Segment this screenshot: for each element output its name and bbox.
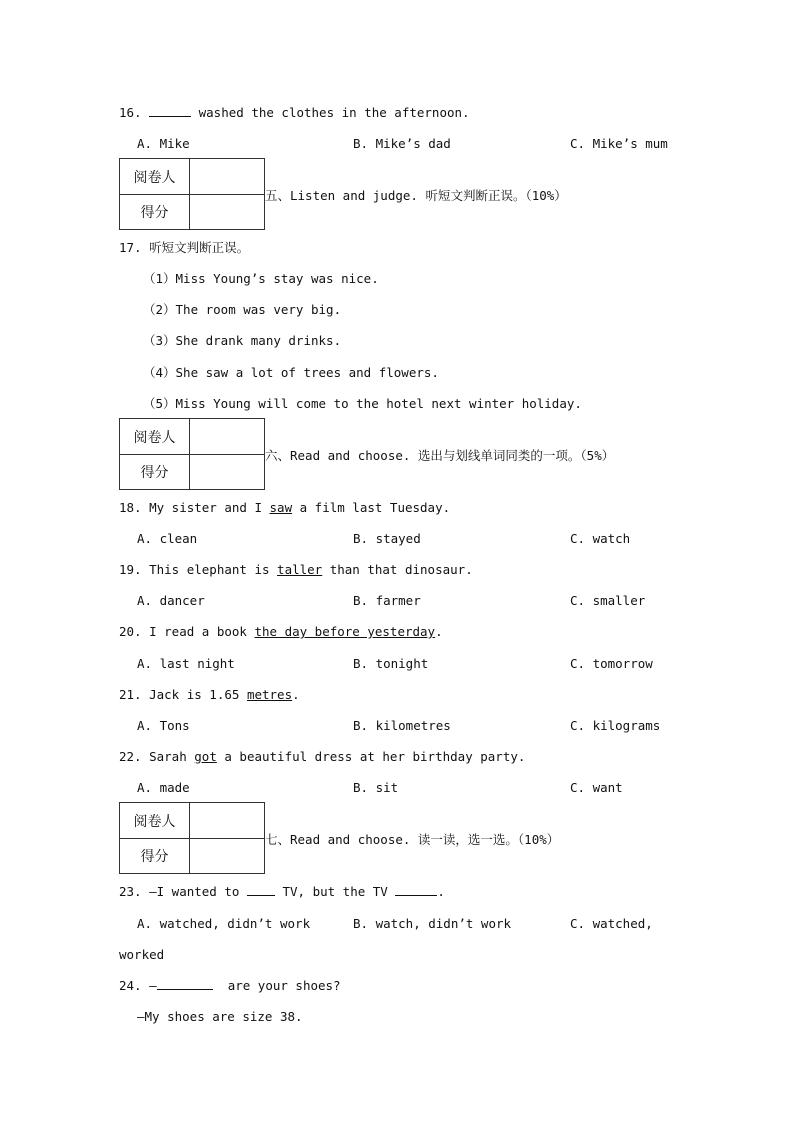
score-label: 得分 [120,194,190,229]
question-number: 16. [119,105,150,120]
option-c: C. watched, [570,916,653,931]
judge-item: （3）She drank many drinks. [143,333,342,348]
judge-item: （2）The room was very big. [143,302,342,317]
option-a: A. last night [137,656,235,671]
score-field [190,194,264,229]
reviewer-label: 阅卷人 [120,419,190,454]
option-a: A. clean [137,531,198,546]
question-21: 21. Jack is 1.65 metres. [119,687,300,702]
option-c: C. Mike’s mum [570,136,668,151]
score-field [190,454,264,489]
underlined-phrase: the day before yesterday [254,624,436,639]
option-a: A. Mike [137,136,190,151]
section-title-5: 五、Listen and judge. 听短文判断正误。（10%） [265,188,567,203]
reviewer-field [190,419,264,454]
option-c-continued: worked [119,947,165,962]
section-title-6: 六、Read and choose. 选出与划线单词同类的一项。（5%） [265,448,615,463]
option-c: C. want [570,780,623,795]
reviewer-label: 阅卷人 [120,159,190,194]
option-c: C. tomorrow [570,656,653,671]
answer-blank [247,884,275,896]
judge-item: （5）Miss Young will come to the hotel next winter holiday. [143,396,582,411]
score-label: 得分 [120,454,190,489]
question-24: 24. — are your shoes? [119,978,341,993]
option-a: A. made [137,780,190,795]
score-box [119,418,265,490]
option-b: B. watch, didn’t work [353,916,512,931]
underlined-word: metres [246,687,293,702]
option-a: A. dancer [137,593,205,608]
question-22: 22. Sarah got a beautiful dress at her birthday party. [119,749,526,764]
question-17: 17. 听短文判断正误。 [119,240,250,255]
reviewer-label: 阅卷人 [120,803,190,838]
reviewer-field [190,159,264,194]
option-a: A. Tons [137,718,190,733]
question-20: 20. I read a book the day before yesterday. [119,624,443,639]
score-box [119,158,265,230]
option-b: B. kilometres [353,718,451,733]
option-b: B. Mike’s dad [353,136,451,151]
question-18: 18. My sister and I saw a film last Tuesday. [119,500,451,515]
judge-item: （1）Miss Young’s stay was nice. [143,271,379,286]
question-19: 19. This elephant is taller than that dinosaur. [119,562,473,577]
option-a: A. watched, didn’t work [137,916,311,931]
question-text: washed the clothes in the afternoon. [191,105,470,120]
option-c: C. smaller [570,593,646,608]
underlined-word: taller [277,562,323,577]
score-box [119,802,265,874]
underlined-word: saw [269,500,293,515]
answer-blank [157,978,213,990]
score-label: 得分 [120,838,190,873]
option-c: C. kilograms [570,718,661,733]
judge-item: （4）She saw a lot of trees and flowers. [143,365,439,380]
answer-blank [149,105,191,117]
option-b: B. stayed [353,531,421,546]
score-field [190,838,264,873]
answer-line: —My shoes are size 38. [137,1009,303,1024]
option-b: B. tonight [353,656,429,671]
option-b: B. farmer [353,593,421,608]
underlined-word: got [194,749,217,764]
reviewer-field [190,803,264,838]
option-c: C. watch [570,531,631,546]
option-b: B. sit [353,780,399,795]
answer-blank [395,884,437,896]
question-16 [119,105,470,121]
question-23: 23. —I wanted to TV, but the TV . [119,884,445,899]
section-title-7: 七、Read and choose. 读一读，选一选。（10%） [265,832,560,847]
